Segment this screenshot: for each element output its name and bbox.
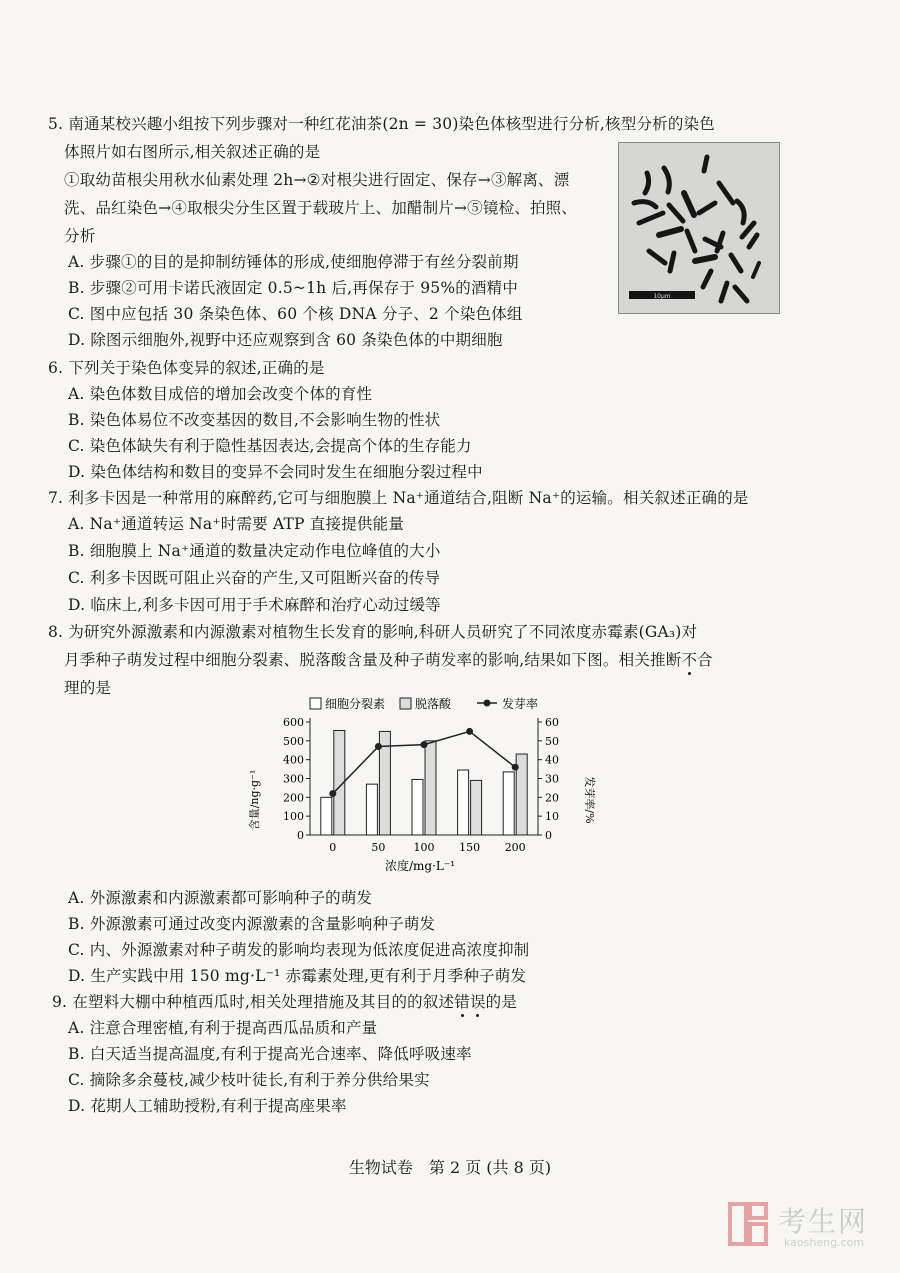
- q5-steps-line3: 分析: [64, 227, 96, 245]
- q5-stem-line1: 5. 南通某校兴趣小组按下列步骤对一种红花油茶(2n = 30)染色体核型进行分析,核型分析的染色: [48, 115, 715, 133]
- germination-point: [421, 741, 428, 748]
- watermark-url: kaosheng.com: [784, 1236, 865, 1249]
- y2-tick-label: 0: [545, 829, 552, 842]
- watermark-logo-icon: [726, 1198, 770, 1250]
- y2-tick-label: 30: [545, 772, 559, 786]
- bar-cytokinin: [458, 770, 469, 835]
- y-tick-label: 200: [283, 791, 304, 805]
- q8-stem-line2: [64, 650, 713, 670]
- q9-option-c: C. 摘除多余蔓枝,减少枝叶徒长,有利于养分供给果实: [68, 1071, 430, 1089]
- chromosome-photo: [618, 142, 780, 314]
- legend-label-germination: 发芽率: [502, 697, 539, 711]
- q6-option-d: D. 染色体结构和数目的变异不会同时发生在细胞分裂过程中: [68, 463, 483, 481]
- q6-stem: 6. 下列关于染色体变异的叙述,正确的是: [48, 359, 325, 377]
- germination-point: [512, 764, 519, 771]
- bar-aba: [471, 780, 482, 835]
- q5-option-d: D. 除图示细胞外,视野中还应观察到含 60 条染色体的中期细胞: [68, 331, 503, 349]
- y2-tick-label: 10: [545, 810, 559, 824]
- chart-y2label: 发芽率/%: [583, 776, 596, 824]
- bar-cytokinin: [503, 772, 514, 835]
- legend-label-aba: 脱落酸: [415, 697, 452, 711]
- chart-ylabel: 含量/ng·g⁻¹: [248, 769, 261, 831]
- y2-tick-label: 50: [545, 734, 559, 748]
- chromosome-image: [619, 143, 779, 313]
- q9-option-b: B. 白天适当提高温度,有利于提高光合速率、降低呼吸速率: [68, 1045, 472, 1063]
- chart-legend: [310, 696, 538, 711]
- watermark-name: 考生网: [778, 1205, 869, 1238]
- q9-option-d: D. 花期人工辅助授粉,有利于提高座果率: [68, 1097, 347, 1115]
- q8-emphasis-char: 不: [681, 651, 698, 669]
- y2-tick-label: 20: [545, 791, 559, 805]
- legend-label-cytokinin: 细胞分裂素: [325, 697, 386, 711]
- q8-option-b: B. 外源激素可通过改变内源激素的含量影响种子萌发: [68, 915, 436, 933]
- q5-option-a: A. 步骤①的目的是抑制纺锤体的形成,使细胞停滞于有丝分裂前期: [68, 253, 519, 271]
- q5-option-c: C. 图中应包括 30 条染色体、60 个核 DNA 分子、2 个染色体组: [68, 305, 523, 323]
- q6-option-b: B. 染色体易位不改变基因的数目,不会影响生物的性状: [68, 411, 441, 429]
- page-footer: 生物试卷 第 2 页 (共 8 页): [348, 1158, 552, 1177]
- y2-tick-label: 40: [545, 753, 559, 767]
- watermark: [726, 1198, 896, 1258]
- x-tick-label: 0: [329, 841, 337, 854]
- q9-stem-text: 9. 在塑料大棚中种植西瓜时,相关处理措施及其目的的叙述: [52, 993, 455, 1011]
- q9-option-a: A. 注意合理密植,有利于提高西瓜品质和产量: [68, 1019, 378, 1037]
- q7-option-d: D. 临床上,利多卡因可用于手术麻醉和治疗心动过缓等: [68, 596, 441, 614]
- y-tick-label: 400: [283, 753, 304, 767]
- germination-line: [333, 731, 515, 793]
- q9-stem-end: 的是: [485, 993, 518, 1011]
- q9-emphasis-char-1: 错: [454, 993, 470, 1011]
- q5-steps-line2: 洗、品红染色→④取根尖分生区置于载玻片上、加醋制片→⑤镜检、拍照、: [64, 199, 578, 217]
- scale-bar-label: 10μm: [653, 293, 671, 300]
- q8-stem-line1: 8. 为研究外源激素和内源激素对植物生长发育的影响,科研人员研究了不同浓度赤霉素(GA₃)对: [48, 623, 698, 641]
- y-tick-label: 500: [283, 734, 304, 748]
- q7-stem: 7. 利多卡因是一种常用的麻醉药,它可与细胞膜上 Na⁺通道结合,阻断 Na⁺的运输。相关叙述正确的是: [48, 489, 749, 507]
- germination-point: [329, 790, 336, 797]
- q8-stem-line2-text: 月季种子萌发过程中细胞分裂素、脱落酸含量及种子萌发率的影响,结果如下图。相关推断: [64, 651, 682, 669]
- q8-chart: [240, 690, 600, 880]
- bar-cytokinin: [321, 797, 332, 835]
- chart-line: [329, 728, 518, 797]
- x-tick-label: 100: [413, 841, 435, 854]
- x-tick-label: 50: [371, 841, 386, 854]
- y2-tick-label: 60: [545, 716, 559, 729]
- q9-emphasis-char-2: 误: [469, 993, 486, 1011]
- q8-stem-line3: 理的是: [64, 679, 112, 697]
- q8-option-c: C. 内、外源激素对种子萌发的影响均表现为低浓度促进高浓度抑制: [68, 941, 530, 959]
- q7-option-a: A. Na⁺通道转运 Na⁺时需要 ATP 直接提供能量: [68, 515, 405, 533]
- q8-option-a: A. 外源激素和内源激素都可影响种子的萌发: [68, 889, 373, 907]
- q5-steps-line1: ①取幼苗根尖用秋水仙素处理 2h→②对根尖进行固定、保存→③解离、漂: [64, 171, 570, 189]
- bar-cytokinin: [412, 779, 423, 835]
- bar-aba: [425, 741, 436, 835]
- legend-swatch-aba: [400, 698, 411, 709]
- x-tick-label: 200: [504, 841, 526, 854]
- chart-xlabel: 浓度/mg·L⁻¹: [384, 859, 456, 873]
- q6-option-c: C. 染色体缺失有利于隐性基因表达,会提高个体的生存能力: [68, 437, 472, 455]
- q8-stem-line2-end: 合: [697, 651, 713, 669]
- q5-option-b: B. 步骤②可用卡诺氏液固定 0.5~1h 后,再保存于 95%的酒精中: [68, 279, 519, 297]
- bar-cytokinin: [366, 784, 377, 835]
- germination-point: [375, 743, 382, 750]
- q7-option-c: C. 利多卡因既可阻止兴奋的产生,又可阻断兴奋的传导: [68, 569, 441, 587]
- legend-marker-germination: [484, 700, 491, 707]
- legend-swatch-cytokinin: [310, 698, 321, 709]
- q5-stem-line2: 体照片如右图所示,相关叙述正确的是: [64, 143, 321, 161]
- y-tick-label: 600: [283, 716, 304, 729]
- q8-option-d: D. 生产实践中用 150 mg·L⁻¹ 赤霉素处理,更有利于月季种子萌发: [68, 967, 527, 985]
- y-tick-label: 100: [283, 810, 304, 824]
- q6-option-a: A. 染色体数目成倍的增加会改变个体的育性: [68, 385, 373, 403]
- germination-point: [466, 728, 473, 735]
- q9-stem: [52, 992, 517, 1012]
- y-tick-label: 0: [297, 829, 304, 842]
- y-tick-label: 300: [283, 772, 304, 786]
- x-tick-label: 150: [459, 841, 481, 854]
- q7-option-b: B. 细胞膜上 Na⁺通道的数量决定动作电位峰值的大小: [68, 542, 441, 560]
